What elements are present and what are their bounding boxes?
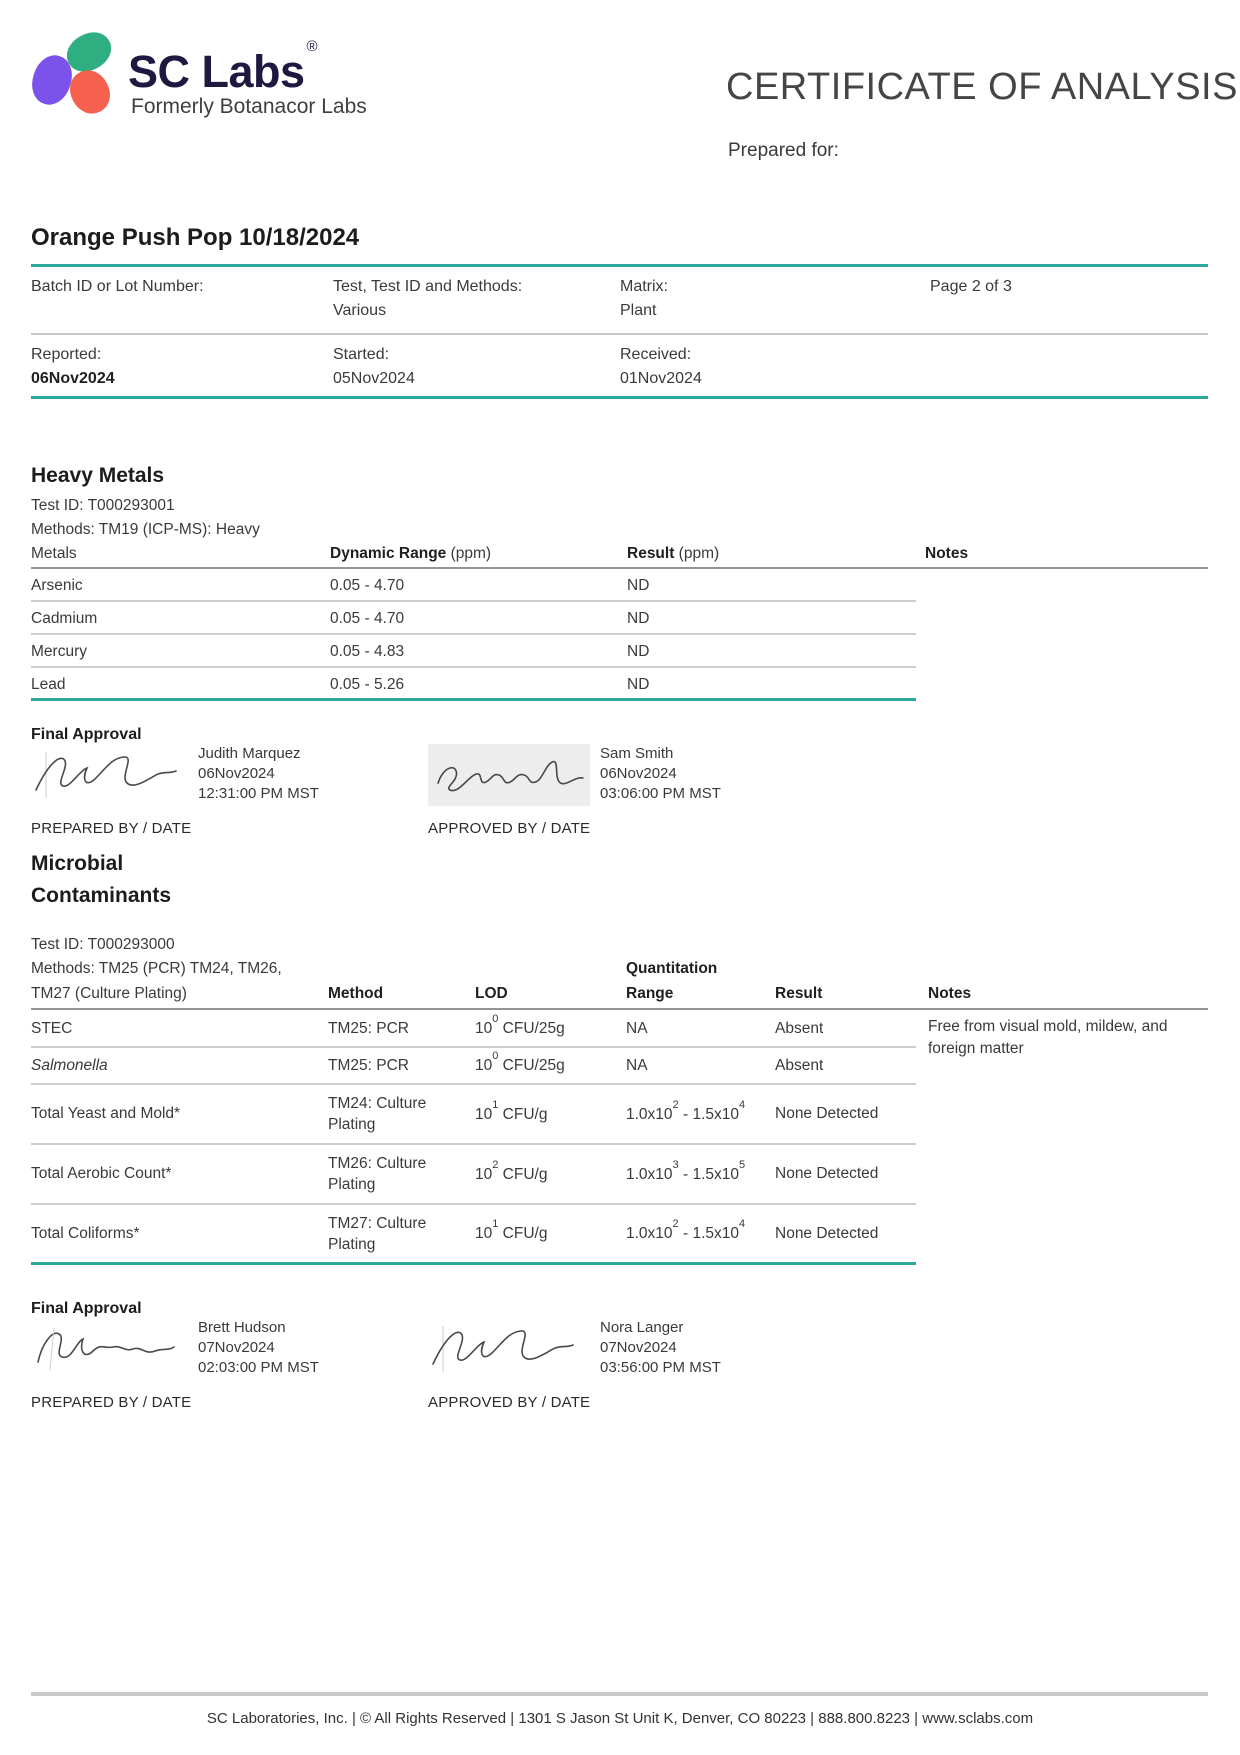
- prepared-for-label: Prepared for:: [728, 140, 839, 161]
- received-value: 01Nov2024: [620, 370, 702, 387]
- heavy-metals-test-id: Test ID: T000293001: [31, 497, 175, 514]
- col-dynamic-range: [330, 545, 627, 563]
- microbial-heading-line2: Contaminants: [31, 884, 172, 907]
- result-value: ND: [627, 676, 650, 693]
- lod-value: $10^0$ CFU/25g: [475, 1050, 565, 1075]
- reported-label: Reported:: [31, 346, 102, 363]
- started-label: Started:: [333, 346, 390, 363]
- page-number-cell: [930, 278, 1208, 320]
- col-result: [627, 545, 925, 563]
- col-notes: Notes: [925, 545, 969, 562]
- info-row-2: [31, 346, 1208, 388]
- batch-id-cell: [31, 278, 333, 320]
- heavy-metals-methods: Methods: TM19 (ICP-MS): Heavy: [31, 521, 260, 538]
- approved-by-time: 03:56:00 PM MST: [600, 1359, 721, 1376]
- final-approval-heading-2: Final Approval: [31, 1300, 142, 1317]
- signature-scribble-icon: [428, 1320, 580, 1378]
- lod-value: $10^1$ CFU/g: [475, 1098, 548, 1124]
- table-row-lead: [31, 668, 916, 701]
- lod-value: $10^2$ CFU/g: [475, 1158, 548, 1184]
- divider-info: [31, 333, 1208, 335]
- received-label: Received:: [620, 346, 692, 363]
- microbial-heading: [31, 848, 171, 912]
- stec-notes: Free from visual mold, mildew, and foreign matter: [928, 1018, 1168, 1057]
- lod-value: $10^0$ CFU/25g: [475, 1013, 565, 1038]
- info-row-1: [31, 278, 1208, 320]
- matrix-label: Matrix:: [620, 278, 668, 295]
- table-row-cadmium: [31, 602, 916, 635]
- prepared-by-block-2: [198, 1318, 319, 1378]
- result-value: Absent: [775, 1056, 824, 1074]
- prepared-by-date: 06Nov2024: [198, 765, 275, 782]
- signature-scribble-icon: [31, 746, 183, 804]
- col-dynamic-range-unit: (ppm): [446, 545, 492, 562]
- sample-title: Orange Push Pop 10/18/2024: [31, 224, 360, 251]
- prepared-by-caption-2: PREPARED BY / DATE: [31, 1394, 192, 1411]
- page-number: Page 2 of 3: [930, 278, 1012, 295]
- matrix-value: Plant: [620, 302, 657, 319]
- microbial-heading-line1: Microbial: [31, 852, 124, 875]
- matrix-cell: [620, 278, 930, 320]
- footer-text: SC Laboratories, Inc. | © All Rights Reserved | 1301 S Jason St Unit K, Denver, CO 80223 | 888.800.8223 | www.sclabs.com: [206, 1710, 1034, 1727]
- signature-nora-langer: [428, 1320, 580, 1378]
- analyte-name: STEC: [31, 1019, 73, 1037]
- result-value: None Detected: [775, 1105, 879, 1122]
- microbial-test-id: Test ID: T000293000: [31, 936, 175, 953]
- approved-by-time: 03:06:00 PM MST: [600, 785, 721, 802]
- signature-scribble-icon: [428, 744, 590, 806]
- prepared-by-block-1: [198, 744, 319, 804]
- col-result: Result: [775, 985, 823, 1002]
- dynamic-range-value: 0.05 - 4.83: [330, 643, 405, 660]
- quantitation-range-value: NA: [626, 1056, 648, 1074]
- method-value: TM24: Culture Plating: [328, 1095, 427, 1133]
- col-dynamic-range-label: Dynamic Range: [330, 545, 447, 562]
- table-row-salmonella: [31, 1048, 916, 1085]
- microbial-table: [31, 1011, 916, 1265]
- prepared-by-date: 07Nov2024: [198, 1339, 275, 1356]
- dynamic-range-value: 0.05 - 5.26: [330, 676, 405, 693]
- microbial-methods-row: [31, 960, 1208, 978]
- heavy-metals-heading: Heavy Metals: [31, 464, 165, 487]
- col-method: Method: [328, 985, 384, 1002]
- table-row-stec: [31, 1011, 916, 1048]
- approved-by-block-2: [600, 1318, 721, 1378]
- reported-cell: [31, 346, 333, 388]
- test-methods-cell: [333, 278, 620, 320]
- analyte-name: Cadmium: [31, 610, 98, 627]
- analyte-name: Mercury: [31, 643, 87, 660]
- microbial-header-row: [31, 985, 1208, 1003]
- prepared-by-name: Judith Marquez: [198, 745, 301, 762]
- result-value: ND: [627, 643, 650, 660]
- method-value: TM27: Culture Plating: [328, 1214, 427, 1253]
- col-result-label: Result: [627, 545, 675, 562]
- quantitation-range-value: $1.0x10^3 - 1.5x10^5$: [626, 1158, 746, 1184]
- table-row-total-coliforms: [31, 1205, 916, 1265]
- started-cell: [333, 346, 620, 388]
- approved-by-date: 06Nov2024: [600, 765, 677, 782]
- result-value: None Detected: [775, 1165, 879, 1182]
- analyte-name: Total Aerobic Count*: [31, 1165, 172, 1182]
- dynamic-range-value: 0.05 - 4.70: [330, 610, 405, 627]
- heavy-metals-table: [31, 569, 916, 701]
- batch-id-label: Batch ID or Lot Number:: [31, 278, 204, 295]
- col-quantitation-range: Range: [626, 985, 674, 1002]
- approved-by-caption-2: APPROVED BY / DATE: [428, 1394, 591, 1411]
- method-value: TM25: PCR: [328, 1019, 409, 1037]
- heavy-metals-methods-cont: Metals: [31, 545, 77, 562]
- registered-mark: ®: [306, 38, 318, 55]
- approved-by-name: Nora Langer: [600, 1319, 684, 1336]
- brand-name: [128, 38, 318, 98]
- received-cell: [620, 346, 930, 388]
- analyte-name: Total Coliforms*: [31, 1224, 140, 1242]
- microbial-header-rule: [31, 1008, 1208, 1010]
- table-row-total-aerobic-count: [31, 1145, 916, 1205]
- started-value: 05Nov2024: [333, 370, 415, 387]
- analyte-name: Lead: [31, 676, 66, 693]
- result-value: Absent: [775, 1019, 824, 1037]
- quantitation-range-value: $1.0x10^2 - 1.5x10^4$: [626, 1098, 746, 1124]
- final-approval-heading-1: Final Approval: [31, 726, 142, 743]
- prepared-by-time: 02:03:00 PM MST: [198, 1359, 319, 1376]
- approved-by-date: 07Nov2024: [600, 1339, 677, 1356]
- analyte-name: Arsenic: [31, 577, 83, 594]
- approved-by-block-1: [600, 744, 721, 804]
- divider-teal-top: [31, 264, 1208, 267]
- document-title: CERTIFICATE OF ANALYSIS: [726, 66, 1238, 108]
- result-value: ND: [627, 610, 650, 627]
- table-row-total-yeast-mold: [31, 1085, 916, 1145]
- col-lod: LOD: [475, 985, 508, 1002]
- table-row-mercury: [31, 635, 916, 668]
- quantitation-range-value: NA: [626, 1019, 648, 1037]
- reported-value: 06Nov2024: [31, 370, 115, 387]
- heavy-metals-header-row: [31, 545, 1208, 563]
- signature-brett-hudson: [31, 1320, 183, 1378]
- divider-teal-info-bottom: [31, 396, 1208, 399]
- microbial-methods-line2: TM27 (Culture Plating): [31, 985, 187, 1002]
- col-result-unit: (ppm): [674, 545, 720, 562]
- signature-sam-smith: [428, 744, 590, 806]
- brand-tagline: Formerly Botanacor Labs: [131, 95, 367, 118]
- col-quantitation-top: Quantitation: [626, 960, 718, 977]
- result-value: ND: [627, 577, 650, 594]
- signature-judith-marquez: [31, 746, 183, 804]
- analyte-name: Total Yeast and Mold*: [31, 1105, 181, 1122]
- sclabs-logo: [0, 0, 420, 130]
- table-row-arsenic: [31, 569, 916, 602]
- dynamic-range-value: 0.05 - 4.70: [330, 577, 405, 594]
- method-value: TM26: Culture Plating: [328, 1155, 427, 1193]
- quantitation-range-value: $1.0x10^2 - 1.5x10^4$: [626, 1218, 746, 1243]
- lod-value: $10^1$ CFU/g: [475, 1218, 548, 1243]
- test-methods-label: Test, Test ID and Methods:: [333, 278, 523, 295]
- analyte-name: Salmonella: [31, 1056, 108, 1074]
- test-methods-value: Various: [333, 302, 387, 319]
- prepared-by-caption-1: PREPARED BY / DATE: [31, 820, 192, 837]
- col-notes: Notes: [928, 985, 972, 1002]
- approved-by-name: Sam Smith: [600, 745, 674, 762]
- prepared-by-time: 12:31:00 PM MST: [198, 785, 319, 802]
- microbial-methods-line1: Methods: TM25 (PCR) TM24, TM26,: [31, 960, 282, 977]
- approved-by-caption-1: APPROVED BY / DATE: [428, 820, 591, 837]
- brand-name-text: SC Labs: [128, 46, 305, 97]
- method-value: TM25: PCR: [328, 1056, 409, 1074]
- result-value: None Detected: [775, 1224, 879, 1242]
- signature-scribble-icon: [31, 1320, 183, 1378]
- prepared-by-name: Brett Hudson: [198, 1319, 286, 1336]
- footer-rule: [31, 1692, 1208, 1696]
